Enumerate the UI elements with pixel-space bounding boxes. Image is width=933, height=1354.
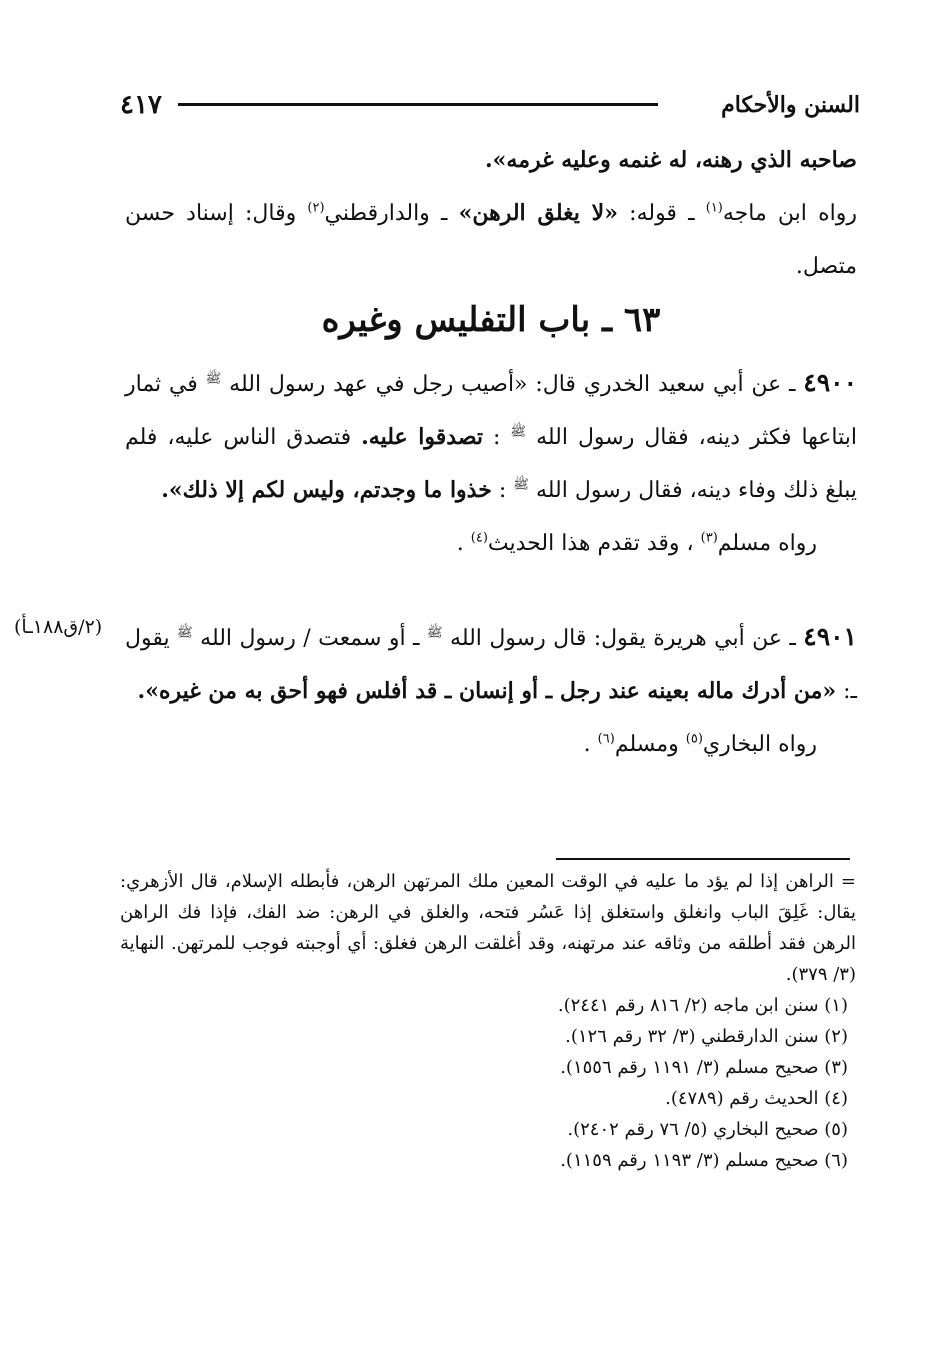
- intro-text: رواه ابن ماجه: [722, 201, 857, 226]
- hadith-riwaya: [125, 517, 857, 570]
- footnote-ref-6[interactable]: (٦): [597, 731, 615, 747]
- prophetic-saying: تصدقوا عليه.: [361, 424, 484, 450]
- riwaya-text: رواه مسلم: [717, 531, 817, 556]
- riwaya-text: ، وقد تقدم هذا الحديث: [487, 531, 701, 556]
- running-head-title: السنن والأحكام: [721, 92, 860, 118]
- footnote-item: (٤) الحديث رقم (٤٧٨٩).: [665, 1088, 848, 1109]
- hadith-segment: :: [483, 425, 511, 450]
- intro-text: وقال: إسناد حسن متصل.: [125, 201, 857, 279]
- footnote-item: (٥) صحيح البخاري (٥/ ٧٦ رقم ٢٤٠٢).: [567, 1119, 848, 1140]
- hadith-segment: ـ عن أبي هريرة يقول: قال رسول الله: [442, 626, 804, 651]
- footnote-ref-1[interactable]: (١): [705, 200, 723, 216]
- footnote-ref-2[interactable]: (٢): [307, 200, 325, 216]
- hadith-4901: [125, 610, 857, 771]
- footnote-item: (١) سنن ابن ماجه (٢/ ٨١٦ رقم ٢٤٤١).: [557, 995, 848, 1016]
- hadith-segment: ـ أو سمعت / رسول الله: [192, 626, 427, 651]
- intro-continuation: [125, 134, 857, 293]
- intro-quote: «لا يغلق الرهن»: [458, 200, 618, 226]
- section-heading: ٦٣ ـ باب التفليس وغيره: [321, 300, 661, 340]
- hadith-segment: :: [491, 478, 514, 503]
- intro-line: صاحبه الذي رهنه، له غنمه وعليه غرمه».: [485, 147, 857, 173]
- hadith-riwaya: [125, 718, 857, 771]
- footnote-ref-3[interactable]: (٣): [700, 530, 718, 546]
- footnote-item: (٦) صحيح مسلم (٣/ ١١٩٣ رقم ١١٥٩).: [560, 1150, 848, 1171]
- intro-riwaya: [125, 187, 857, 293]
- prophetic-saying: خذوا ما وجدتم، وليس لكم إلا ذلك».: [161, 477, 492, 503]
- footnote-separator: [556, 858, 850, 860]
- manuscript-marginal-note: (٢/ق١٨٨ـأ): [14, 616, 103, 638]
- salla-glyph: ﷺ: [177, 625, 193, 641]
- footnote-item: (٣) صحيح مسلم (٣/ ١١٩١ رقم ١٥٥٦).: [560, 1057, 848, 1078]
- running-head: [120, 92, 860, 126]
- footnotes: [120, 866, 856, 1176]
- riwaya-text: .: [456, 531, 471, 556]
- hadith-4900: [125, 356, 857, 570]
- salla-glyph: ﷺ: [513, 477, 529, 493]
- prophetic-saying: «من أدرك ماله بعينه عند رجل ـ أو إنسان ـ قد أفلس فهو أحق به من غيره».: [137, 678, 837, 704]
- page-number: ٤١٧: [120, 90, 162, 120]
- intro-text: ـ قوله:: [617, 201, 706, 226]
- hadith-text: [125, 610, 857, 718]
- hadith-segment: يقول ـ:: [125, 626, 857, 704]
- footnote-item: (٢) سنن الدارقطني (٣/ ٣٢ رقم ١٢٦).: [565, 1026, 848, 1047]
- footnote-ref-4[interactable]: (٤): [470, 530, 488, 546]
- riwaya-text: .: [583, 732, 598, 757]
- hadith-text: [125, 356, 857, 517]
- salla-glyph: ﷺ: [205, 371, 222, 387]
- hadith-number: ٤٩٠١: [803, 622, 857, 651]
- riwaya-text: ومسلم: [614, 732, 686, 757]
- hadith-number: ٤٩٠٠: [803, 368, 857, 397]
- hadith-segment: فتصدق الناس عليه، فلم يبلغ ذلك وفاء دينه، فقال رسول الله: [125, 425, 857, 503]
- hadith-segment: في ثمار ابتاعها فكثر دينه، فقال رسول الله: [125, 372, 858, 450]
- salla-glyph: ﷺ: [426, 625, 443, 641]
- salla-glyph: ﷺ: [510, 424, 527, 440]
- footnote-ref-5[interactable]: (٥): [685, 731, 703, 747]
- footnote-continuation: = الراهن إذا لم يؤد ما عليه في الوقت المعين ملك المرتهن الرهن، فأبطله الإسلام، قال الأزهري: يقال: غَلِقَ الباب وانغلق واستغلق إذا عَسُر فتحه، والغلق في الرهن: ضد الفك، فإذا فك الراهن الرهن فقد أطلقه من وثاقه عند مرتهنه، وقد أغلقت الرهن فغلق: أي أوجبته فوجب للمرتهن. النهاية (٣/ ٣٧٩).: [120, 871, 856, 985]
- hadith-segment: ـ عن أبي سعيد الخدري قال: «أصيب رجل في عهد رسول الله: [221, 372, 804, 397]
- riwaya-text: رواه البخاري: [702, 732, 817, 757]
- running-head-rule: [178, 103, 658, 106]
- intro-text: ـ والدارقطني: [324, 201, 459, 226]
